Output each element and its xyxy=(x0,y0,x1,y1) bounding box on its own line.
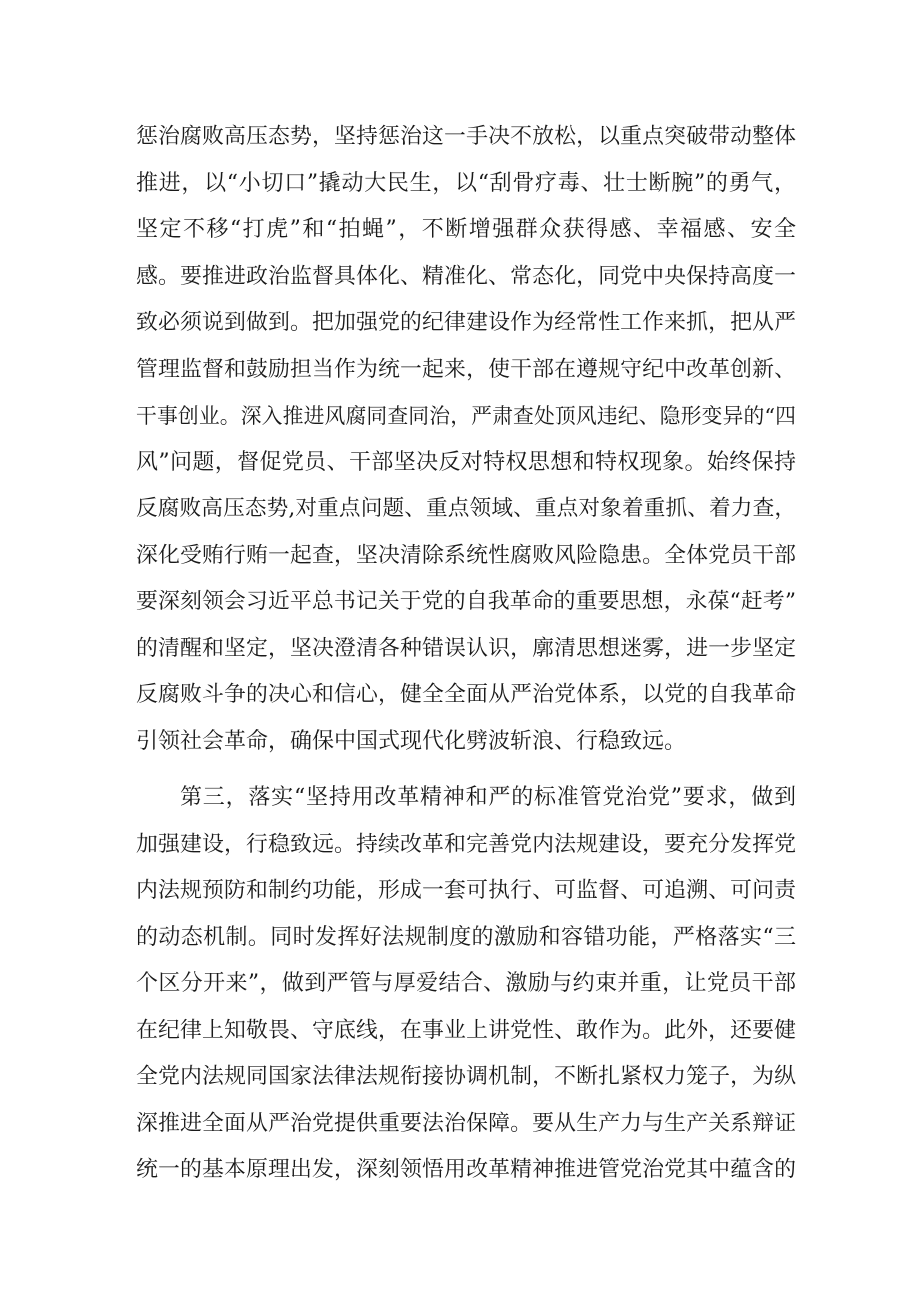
text-line: 风”问题，督促党员、干部坚决反对特权思想和特权现象。始终保持 xyxy=(136,449,796,475)
text-line: 感。要推进政治监督具体化、精准化、常态化，同党中央保持高度一 xyxy=(136,263,796,289)
text-line: 推进，以“小切口”撬动大民生，以“刮骨疗毒、壮士断腕”的勇气， xyxy=(136,170,796,196)
text-line: 引领社会革命，确保中国式现代化劈波斩浪、行稳致远。 xyxy=(136,728,687,754)
text-line: 要深刻领会习近平总书记关于党的自我革命的重要思想，永葆“赶考” xyxy=(136,589,796,614)
text-line: 坚定不移“打虎”和“拍蝇”，不断增强群众获得感、幸福感、安全 xyxy=(136,217,796,242)
text-line: 深推进全面从严治党提供重要法治保障。要从生产力与生产关系辩证 xyxy=(136,1110,796,1136)
paragraph-1 xyxy=(136,114,796,765)
text-line: 管理监督和鼓励担当作为统一起来，使干部在遵规守纪中改革创新、 xyxy=(136,356,796,382)
text-line: 个区分开来”，做到严管与厚爱结合、激励与约束并重，让党员干部 xyxy=(136,971,796,996)
text-line: 反腐败高压态势,对重点问题、重点领域、重点对象着重抓、着力查， xyxy=(136,496,796,521)
text-line: 的清醒和坚定，坚决澄清各种错误认识，廓清思想迷雾，进一步坚定 xyxy=(136,635,796,661)
text-line: 统一的基本原理出发，深刻领悟用改革精神推进管党治党其中蕴含的 xyxy=(136,1157,796,1182)
text-line: 的动态机制。同时发挥好法规制度的激励和容错功能，严格落实“三 xyxy=(136,924,796,950)
text-line: 在纪律上知敬畏、守底线，在事业上讲党性、敢作为。此外，还要健 xyxy=(136,1017,796,1043)
text-line: 干事创业。深入推进风腐同查同治，严肃查处顶风违纪、隐形变异的“四 xyxy=(136,404,796,428)
text-line: 深化受贿行贿一起查，坚决清除系统性腐败风险隐患。全体党员干部 xyxy=(136,542,796,568)
text-line: 加强建设，行稳致远。持续改革和完善党内法规建设，要充分发挥党 xyxy=(136,831,796,857)
text-line: 内法规预防和制约功能，形成一套可执行、可监督、可追溯、可问责 xyxy=(136,878,796,903)
text-line: 第三，落实“坚持用改革精神和严的标准管党治党”要求，做到 xyxy=(180,785,796,810)
text-line: 全党内法规同国家法律法规衔接协调机制，不断扎紧权力笼子，为纵 xyxy=(136,1064,796,1089)
text-line: 反腐败斗争的决心和信心，健全全面从严治党体系，以党的自我革命 xyxy=(136,682,796,707)
document-body xyxy=(136,114,796,1194)
text-line: 惩治腐败高压态势，坚持惩治这一手决不放松，以重点突破带动整体 xyxy=(136,124,796,149)
text-line: 致必须说到做到。把加强党的纪律建设作为经常性工作来抓，把从严 xyxy=(136,310,796,335)
paragraph-2 xyxy=(136,775,796,1194)
